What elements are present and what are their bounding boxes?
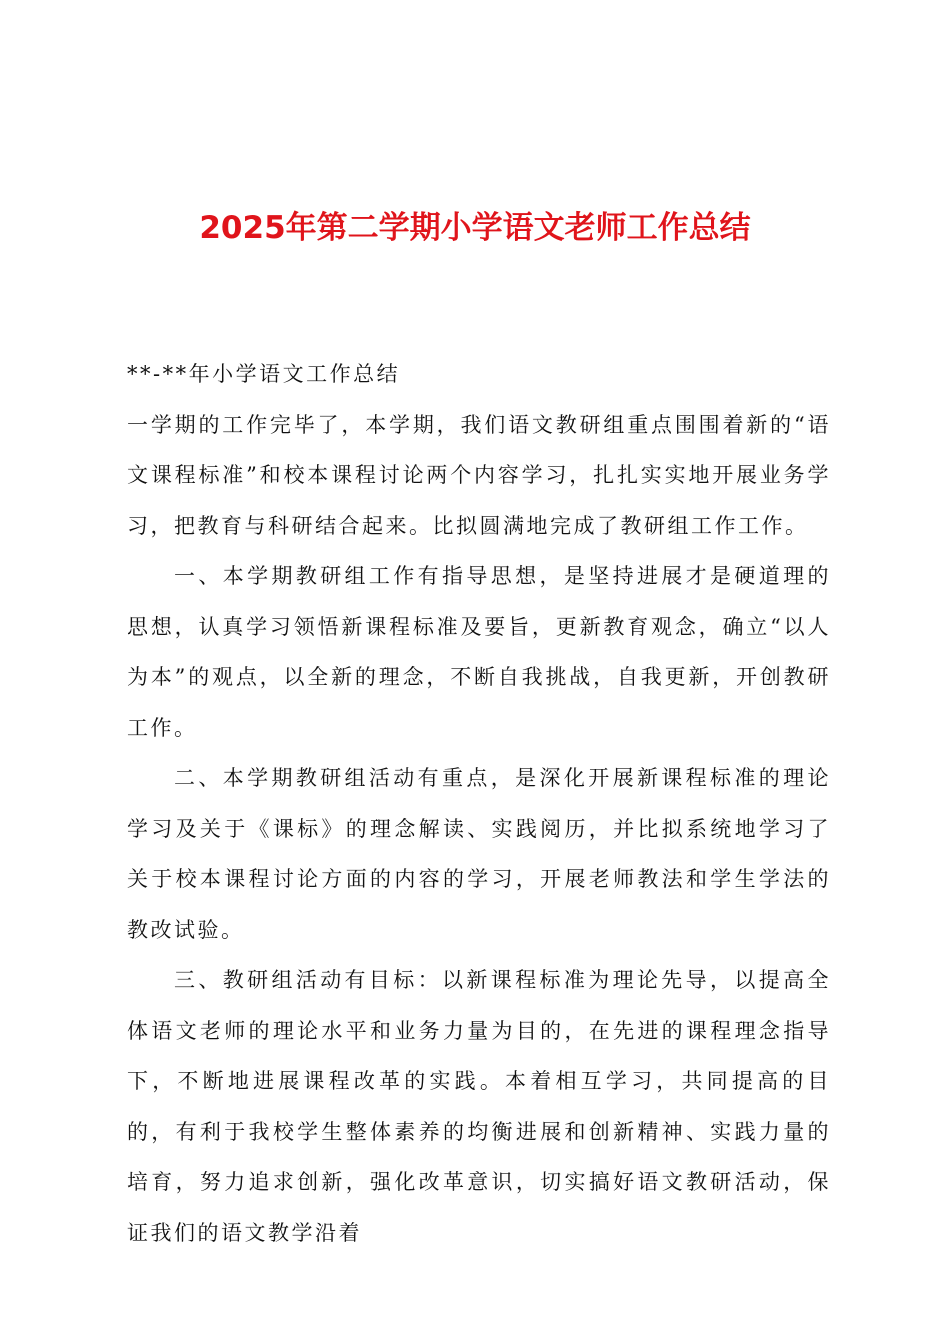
document-title: 2025年第二学期小学语文老师工作总结 (199, 210, 751, 246)
document-body (127, 349, 831, 1258)
paragraph-intro: 一学期的工作完毕了，本学期，我们语文教研组重点围围着新的“语文课程标准”和校本课程讨论两个内容学习，扎扎实实地开展业务学习，把教育与科研结合起来。比拟圆满地完成了教研组工作工作。 (127, 412, 831, 538)
paragraph-section-1: 一、本学期教研组工作有指导思想，是坚持进展才是硬道理的思想，认真学习领悟新课程标准及要旨，更新教育观念，确立“以人为本”的观点，以全新的理念，不断自我挑战，自我更新，开创教研工作。 (127, 564, 831, 740)
paragraph-section-3: 三、教研组活动有目标：以新课程标准为理论先导，以提高全体语文老师的理论水平和业务力量为目的，在先进的课程理念指导下，不断地进展课程改革的实践。本着相互学习，共同提高的目的，有利于我校学生整体素养的均衡进展和创新精神、实践力量的培育，努力追求创新，强化改革意识，切实搞好语文教研活动，保证我们的语文教学沿着 (127, 968, 831, 1245)
paragraph-section-2: 二、本学期教研组活动有重点，是深化开展新课程标准的理论学习及关于《课标》的理念解读、实践阅历，并比拟系统地学习了关于校本课程讨论方面的内容的学习，开展老师教法和学生学法的教改试验。 (127, 766, 831, 942)
subtitle-line: **-**年小学语文工作总结 (127, 362, 401, 386)
